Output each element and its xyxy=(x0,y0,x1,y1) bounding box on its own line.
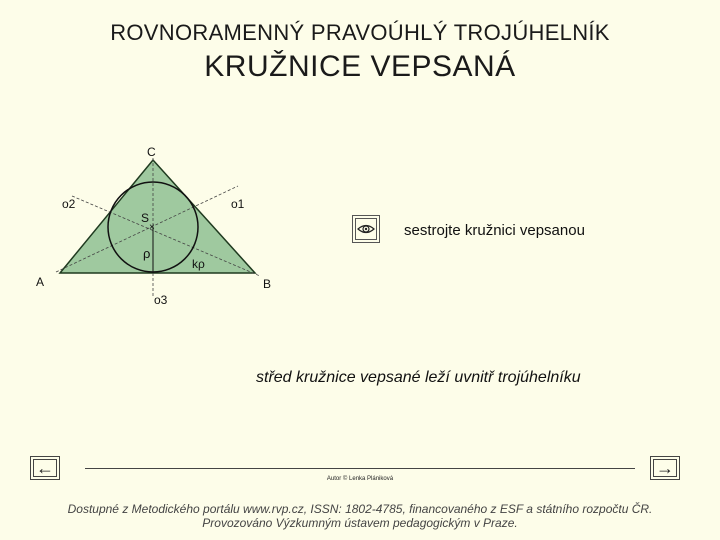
triangle-diagram xyxy=(0,130,300,320)
show-construction-button[interactable] xyxy=(352,215,380,243)
eye-icon xyxy=(353,216,379,242)
arrow-right-icon: → xyxy=(656,457,674,478)
arrow-left-icon: ← xyxy=(36,457,54,478)
label-o1: o1 xyxy=(231,197,245,211)
label-k-rho: kρ xyxy=(192,257,205,271)
label-o3: o3 xyxy=(154,293,168,307)
statement-text: střed kružnice vepsané leží uvnitř trojúhelníku xyxy=(256,369,581,386)
divider xyxy=(85,468,635,469)
label-rho: ρ xyxy=(143,246,151,261)
label-c: C xyxy=(147,145,156,159)
footer-source: Dostupné z Metodického portálu www.rvp.cz, ISSN: 1802-4785, financovaného z ESF a státního rozpočtu ČR. xyxy=(67,502,653,516)
footer-operator: Provozováno Výzkumným ústavem pedagogickým v Praze. xyxy=(202,516,518,530)
label-b: B xyxy=(263,277,272,291)
center-mark: × xyxy=(149,222,155,233)
label-a: A xyxy=(36,275,45,289)
instruction-text: sestrojte kružnici vepsanou xyxy=(404,222,585,239)
label-o2: o2 xyxy=(62,197,76,211)
author-credit: Autor © Lenka Plániková xyxy=(326,476,394,482)
label-s: S xyxy=(141,211,150,225)
page-title: ROVNORAMENNÝ PRAVOÚHLÝ TROJÚHELNÍK xyxy=(110,20,610,45)
page-subtitle: KRUŽNICE VEPSANÁ xyxy=(204,50,516,83)
